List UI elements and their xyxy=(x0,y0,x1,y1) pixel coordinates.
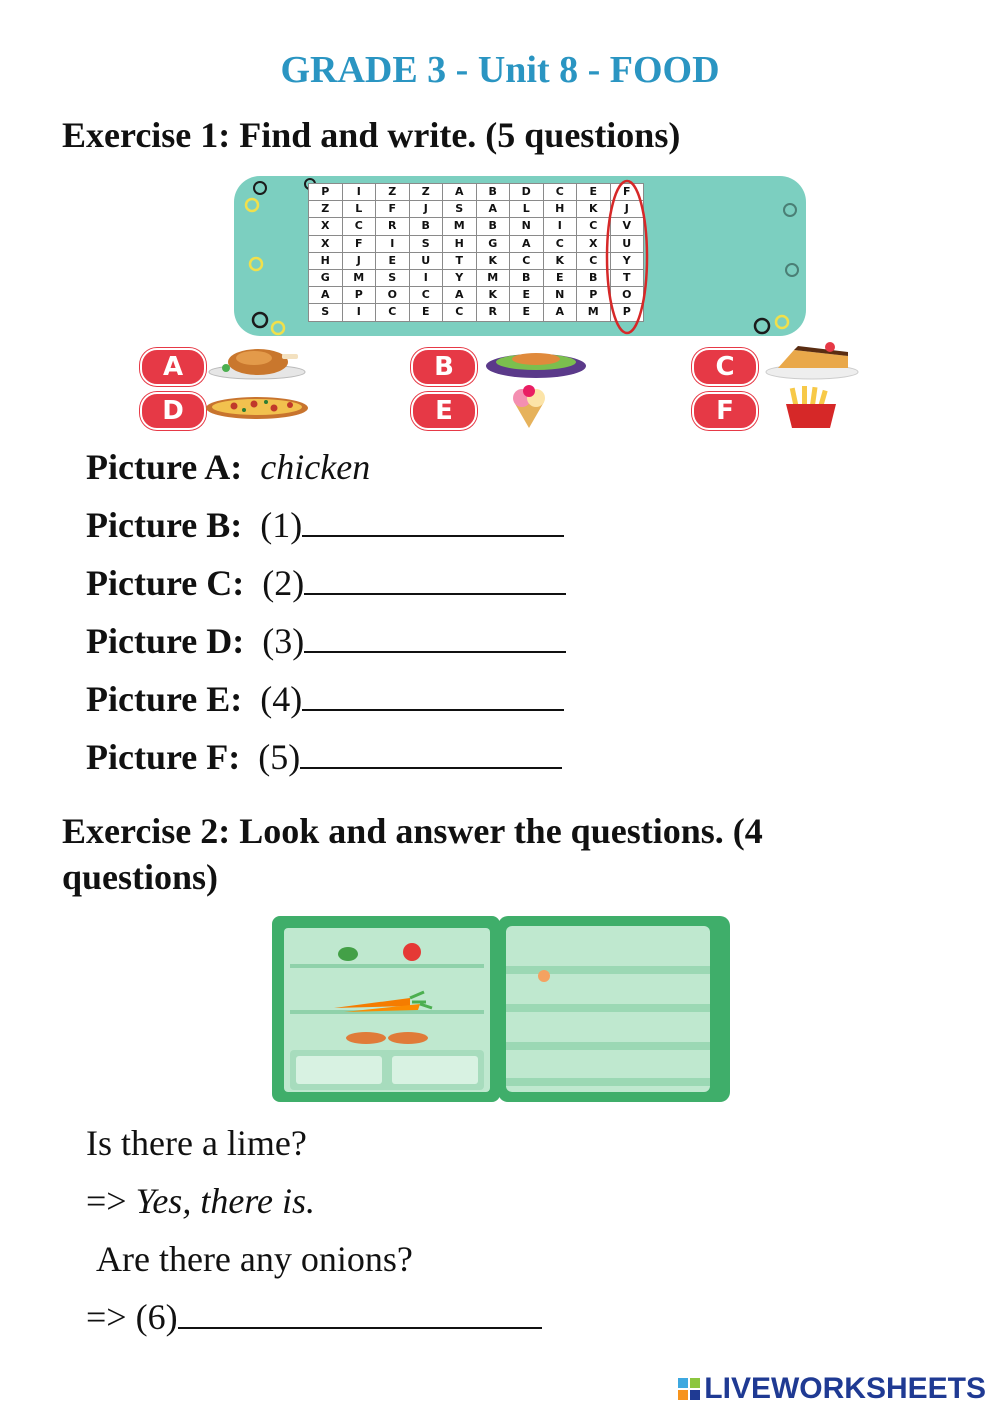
question-3-number: (3) xyxy=(262,621,305,661)
exercise1-heading: Exercise 1: Find and write. (5 questions) xyxy=(62,115,681,155)
grid-cell: J xyxy=(610,201,644,218)
grid-cell: M xyxy=(443,218,477,235)
badge-e: E xyxy=(411,392,477,430)
grid-cell: E xyxy=(510,304,544,321)
picture-b-label: Picture B: xyxy=(86,505,243,545)
grid-cell: L xyxy=(342,201,376,218)
grid-cell: F xyxy=(610,184,644,201)
grid-cell: B xyxy=(476,184,510,201)
picture-b-line xyxy=(86,504,564,546)
grid-cell: B xyxy=(476,218,510,235)
grid-cell: C xyxy=(409,287,443,304)
picture-d-label: Picture D: xyxy=(86,621,245,661)
grid-cell: E xyxy=(577,184,611,201)
picture-a-label: Picture A: xyxy=(86,447,243,487)
grid-cell: C xyxy=(543,235,577,252)
answer-5-field[interactable] xyxy=(300,739,562,769)
grid-cell: A xyxy=(510,235,544,252)
grid-cell: C xyxy=(443,304,477,321)
grid-cell: X xyxy=(577,235,611,252)
grid-cell: K xyxy=(476,252,510,269)
grid-row xyxy=(309,201,644,218)
badge-b: B xyxy=(411,348,477,386)
grid-cell: F xyxy=(342,235,376,252)
grid-cell: Z xyxy=(376,184,410,201)
badge-f: F xyxy=(692,392,758,430)
word-search-grid xyxy=(308,183,644,322)
grid-cell: N xyxy=(543,287,577,304)
answer-lime: Yes, there is. xyxy=(135,1181,315,1221)
grid-cell: R xyxy=(476,304,510,321)
grid-cell: I xyxy=(342,184,376,201)
answer-1-field[interactable] xyxy=(302,507,564,537)
grid-cell: I xyxy=(342,304,376,321)
picture-f-line xyxy=(86,736,562,778)
answer-2-field[interactable] xyxy=(304,565,566,595)
grid-cell: O xyxy=(610,287,644,304)
grid-cell: I xyxy=(376,235,410,252)
question-2-number: (2) xyxy=(262,563,305,603)
picture-a-line xyxy=(86,446,370,488)
picture-c-label: Picture C: xyxy=(86,563,245,603)
grid-cell: G xyxy=(309,269,343,286)
grid-cell: I xyxy=(409,269,443,286)
answer-lime-line xyxy=(86,1180,315,1222)
grid-cell: E xyxy=(409,304,443,321)
question-6-number: => (6) xyxy=(86,1297,178,1337)
grid-cell: P xyxy=(577,287,611,304)
grid-row xyxy=(309,304,644,321)
grid-cell: J xyxy=(409,201,443,218)
grid-cell: J xyxy=(342,252,376,269)
grid-cell: C xyxy=(577,252,611,269)
grid-cell: X xyxy=(309,235,343,252)
grid-cell: B xyxy=(409,218,443,235)
grid-cell: S xyxy=(443,201,477,218)
picture-c-line xyxy=(86,562,566,604)
badge-c: C xyxy=(692,348,758,386)
grid-cell: M xyxy=(476,269,510,286)
grid-cell: B xyxy=(577,269,611,286)
grid-cell: L xyxy=(510,201,544,218)
grid-cell: B xyxy=(510,269,544,286)
french-fries-icon xyxy=(778,384,844,430)
grid-cell: H xyxy=(543,201,577,218)
picture-e-line xyxy=(86,678,564,720)
picture-a-answer: chicken xyxy=(260,447,371,487)
picture-d-line xyxy=(86,620,566,662)
grid-cell: D xyxy=(510,184,544,201)
question-lime: Is there a lime? xyxy=(86,1123,307,1163)
grid-cell: K xyxy=(577,201,611,218)
open-fridge-icon xyxy=(270,912,732,1106)
grid-cell: T xyxy=(443,252,477,269)
question-5-number: (5) xyxy=(258,737,301,777)
grid-cell: Y xyxy=(443,269,477,286)
grid-cell: G xyxy=(476,235,510,252)
grid-cell: O xyxy=(376,287,410,304)
grid-cell: C xyxy=(543,184,577,201)
picture-f-label: Picture F: xyxy=(86,737,241,777)
answer-circle-chicken xyxy=(600,178,654,338)
grid-cell: E xyxy=(510,287,544,304)
grid-cell: F xyxy=(376,201,410,218)
grid-cell: M xyxy=(577,304,611,321)
grid-cell: H xyxy=(309,252,343,269)
grid-cell: T xyxy=(610,269,644,286)
grid-cell: P xyxy=(342,287,376,304)
grid-cell: R xyxy=(376,218,410,235)
exercise2-heading-line2: questions) xyxy=(62,857,219,897)
grid-cell: N xyxy=(510,218,544,235)
grid-cell: U xyxy=(610,235,644,252)
grid-cell: V xyxy=(610,218,644,235)
grid-row xyxy=(309,252,644,269)
question-1-number: (1) xyxy=(260,505,303,545)
liveworksheets-logo xyxy=(678,1372,986,1406)
liveworksheets-mark-icon xyxy=(678,1378,700,1400)
answer-4-field[interactable] xyxy=(302,681,564,711)
badge-a: A xyxy=(140,348,206,386)
grid-cell: I xyxy=(543,218,577,235)
grid-cell: A xyxy=(476,201,510,218)
question-4-number: (4) xyxy=(260,679,303,719)
grid-cell: U xyxy=(409,252,443,269)
answer-6-field[interactable] xyxy=(178,1299,542,1329)
grid-row xyxy=(309,184,644,201)
grid-cell: S xyxy=(376,269,410,286)
grid-cell: A xyxy=(543,304,577,321)
grid-cell: Y xyxy=(610,252,644,269)
grid-cell: C xyxy=(342,218,376,235)
grid-cell: H xyxy=(443,235,477,252)
grid-cell: C xyxy=(376,304,410,321)
question-onions: Are there any onions? xyxy=(96,1239,413,1279)
grid-cell: C xyxy=(510,252,544,269)
grid-cell: Z xyxy=(309,201,343,218)
grid-cell: K xyxy=(476,287,510,304)
grid-cell: A xyxy=(443,184,477,201)
grid-cell: E xyxy=(376,252,410,269)
badge-d: D xyxy=(140,392,206,430)
grid-cell: C xyxy=(577,218,611,235)
grid-cell: P xyxy=(610,304,644,321)
grid-cell: Z xyxy=(409,184,443,201)
grid-cell: S xyxy=(409,235,443,252)
pizza-icon xyxy=(204,394,310,422)
picture-e-label: Picture E: xyxy=(86,679,243,719)
ice-cream-icon xyxy=(504,384,554,430)
grid-row xyxy=(309,269,644,286)
grid-row xyxy=(309,218,644,235)
grid-cell: E xyxy=(543,269,577,286)
grid-cell: S xyxy=(309,304,343,321)
grid-row xyxy=(309,235,644,252)
grid-cell: X xyxy=(309,218,343,235)
answer-3-field[interactable] xyxy=(304,623,566,653)
grid-cell: P xyxy=(309,184,343,201)
exercise2-heading-line1: Exercise 2: Look and answer the questions. (4 xyxy=(62,811,763,851)
answer-lime-prefix: => xyxy=(86,1181,127,1221)
fish-plate-icon xyxy=(484,346,588,380)
grid-cell: M xyxy=(342,269,376,286)
cake-slice-icon xyxy=(764,340,860,380)
grid-row xyxy=(309,287,644,304)
grid-cell: K xyxy=(543,252,577,269)
grid-cell: A xyxy=(443,287,477,304)
liveworksheets-brand: LIVEWORKSHEETS xyxy=(704,1372,986,1405)
roast-chicken-icon xyxy=(206,344,308,380)
page-title: GRADE 3 - Unit 8 - FOOD xyxy=(280,49,720,91)
answer-6-line xyxy=(86,1296,542,1338)
grid-cell: A xyxy=(309,287,343,304)
